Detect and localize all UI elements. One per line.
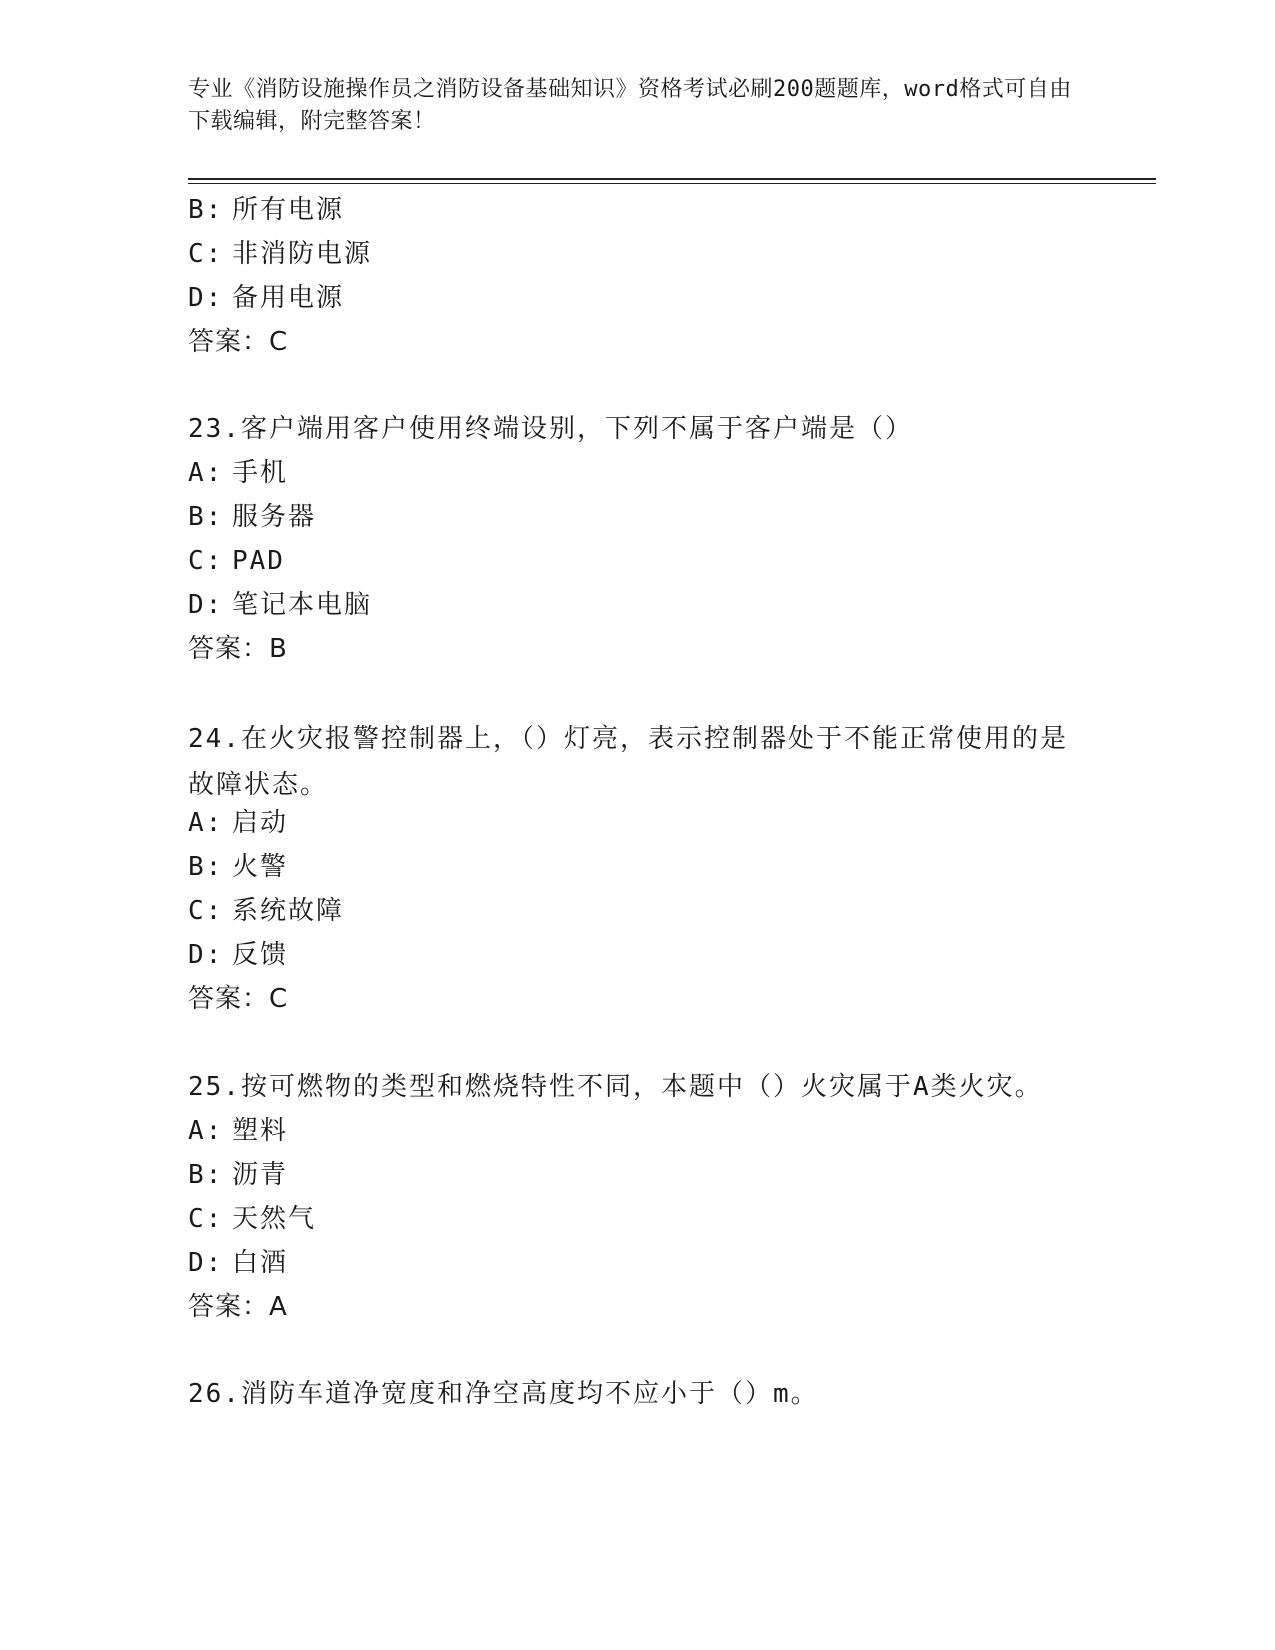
option-text: 火警 — [232, 852, 289, 882]
option-label: B: — [188, 502, 224, 532]
q23-option-b — [188, 500, 316, 534]
q23-question: 23.客户端用客户使用终端设别，下列不属于客户端是（） — [188, 414, 913, 444]
option-label: D: — [188, 590, 224, 620]
header-divider-thick — [188, 178, 1156, 180]
q25-option-d — [188, 1246, 288, 1280]
option-label: B: — [188, 852, 224, 882]
option-label: C: — [188, 1204, 224, 1234]
option-text: 启动 — [232, 808, 289, 838]
q23-option-a — [188, 456, 288, 490]
q24-question: 24.在火灾报警控制器上，（）灯亮，表示控制器处于不能正常使用的是故障状态。 — [188, 724, 1068, 800]
q24-option-a — [188, 806, 288, 840]
q23-option-c — [188, 544, 285, 578]
option-text: 服务器 — [232, 502, 317, 532]
option-label: A: — [188, 808, 224, 838]
option-text: 沥青 — [232, 1160, 289, 1190]
q24-answer: 答案：C — [188, 984, 289, 1014]
q25-option-a — [188, 1114, 288, 1148]
option-label: A: — [188, 458, 224, 488]
q24-option-b — [188, 850, 288, 884]
q25-answer: 答案：A — [188, 1292, 288, 1322]
q25-question: 25.按可燃物的类型和燃烧特性不同，本题中（）火灾属于A类火灾。 — [188, 1072, 1043, 1102]
q22-option-b — [188, 193, 344, 227]
q22-option-c — [188, 237, 372, 271]
option-label: C: — [188, 546, 224, 576]
q23-answer: 答案：B — [188, 634, 288, 664]
q24-option-c — [188, 894, 344, 928]
q26-question: 26.消防车道净宽度和净空高度均不应小于（）m。 — [188, 1379, 819, 1409]
q23-option-d — [188, 588, 372, 622]
option-label: B: — [188, 1160, 224, 1190]
q22-option-d — [188, 281, 344, 315]
q24-option-d — [188, 938, 288, 972]
option-label: C: — [188, 239, 224, 269]
q25-option-b — [188, 1158, 288, 1192]
option-text: 白酒 — [232, 1248, 289, 1278]
option-text: 反馈 — [232, 940, 289, 970]
option-text: 天然气 — [232, 1204, 317, 1234]
option-label: B: — [188, 195, 224, 225]
option-text: 塑料 — [232, 1116, 289, 1146]
option-label: A: — [188, 1116, 224, 1146]
option-label: D: — [188, 1248, 224, 1278]
document-header: 专业《消防设施操作员之消防设备基础知识》资格考试必刷200题题库，word格式可自由下载编辑，附完整答案！ — [188, 77, 1072, 134]
option-text: 笔记本电脑 — [232, 590, 373, 620]
option-text: 手机 — [232, 458, 289, 488]
option-text: 系统故障 — [232, 896, 345, 926]
option-label: D: — [188, 283, 224, 313]
option-text: 所有电源 — [232, 195, 345, 225]
option-label: C: — [188, 896, 224, 926]
q22-answer: 答案：C — [188, 327, 289, 357]
q25-option-c — [188, 1202, 316, 1236]
option-text: PAD — [232, 546, 285, 576]
option-text: 非消防电源 — [232, 239, 373, 269]
header-divider-thin — [188, 183, 1156, 184]
option-label: D: — [188, 940, 224, 970]
option-text: 备用电源 — [232, 283, 345, 313]
